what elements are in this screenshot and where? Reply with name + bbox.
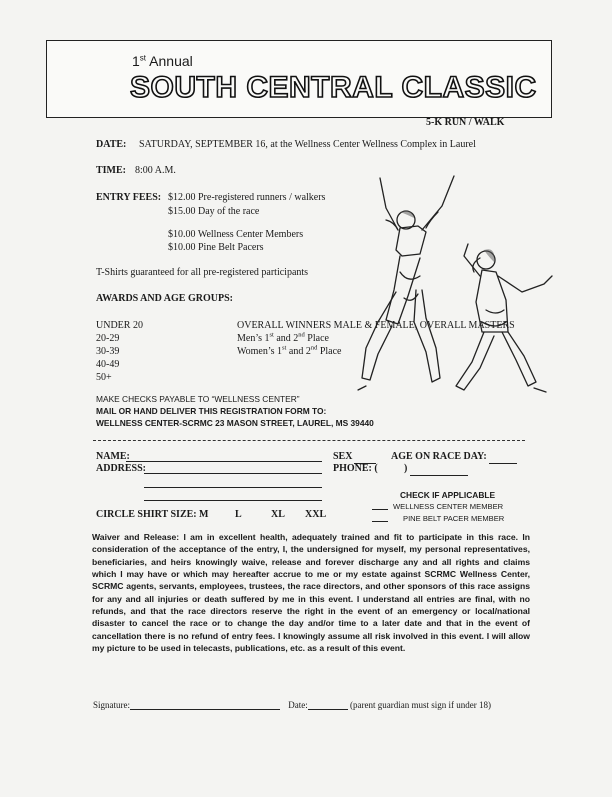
- signature-field[interactable]: [130, 709, 280, 710]
- overall-winners: OVERALL WINNERS MALE & FEMALE, OVERALL MASTERS: [237, 320, 515, 331]
- address-line: WELLNESS CENTER-SCRMC 23 MASON STREET, LAUREL, MS 39440: [96, 418, 374, 428]
- date-label: DATE:: [96, 139, 127, 150]
- size-option-xl[interactable]: XL: [271, 509, 285, 520]
- runners-illustration: [356, 172, 572, 524]
- age-group: UNDER 20: [96, 320, 143, 331]
- age-group: 30-39: [96, 346, 120, 357]
- fee-line: $10.00 Pine Belt Pacers: [168, 242, 264, 253]
- age-group: 40-49: [96, 359, 120, 370]
- shirt-size-label: CIRCLE SHIRT SIZE:: [96, 509, 197, 520]
- age-field[interactable]: [489, 463, 517, 464]
- check-item: WELLNESS CENTER MEMBER: [393, 502, 504, 511]
- event-title: SOUTH CENTRAL CLASSIC: [130, 71, 537, 104]
- address-field-line-3[interactable]: [144, 500, 322, 501]
- date-sign-label: Date:: [288, 700, 308, 710]
- waiver-text: Waiver and Release: I am in excellent health, adequately trained and fit to participate in this race. In consideration of the acceptance of the entry, I, the undersigned for myself, my personal representatives, beneficiaries, and heirs knowingly waive, release and forever discharge any and all rights and claims which I may have or which may hereafter accrue to me or my estate against SCRMC Wellness Center, SCRMC agents, servants, employees, trustees, the race directors, and other sponsors of this race assigns for any and all injuries or death suffered by me in this event. I understand all entries are final, with no refunds, and that the race directors reserve the right in the event of an emergency or local/national disaster to cancel the race or to change the day and/or time to a later date and that in the event of cancellation there is no refund of entry fees. I knowingly assume all risk involved in this event. I will allow my picture to be used in telecasts, publications, etc. as a result of this event.: [92, 532, 530, 654]
- awards-heading: AWARDS AND AGE GROUPS:: [96, 293, 233, 304]
- time-value: 8:00 A.M.: [135, 165, 176, 176]
- fee-line: $12.00 Pre-registered runners / walkers: [168, 192, 326, 203]
- date-sign-field[interactable]: [308, 709, 348, 710]
- signature-row: [93, 700, 491, 710]
- age-label: AGE ON RACE DAY:: [391, 451, 487, 462]
- fees-label: ENTRY FEES:: [96, 192, 162, 203]
- divider: [93, 440, 525, 441]
- fee-line: $15.00 Day of the race: [168, 206, 260, 217]
- address-field[interactable]: [144, 473, 322, 474]
- check-item: PINE BELT PACER MEMBER: [403, 514, 505, 523]
- date-value: SATURDAY, SEPTEMBER 16, at the Wellness Center Wellness Complex in Laurel: [139, 139, 476, 150]
- name-label: NAME:: [96, 451, 130, 462]
- size-option-m[interactable]: M: [199, 509, 209, 520]
- fee-line: $10.00 Wellness Center Members: [168, 229, 304, 240]
- check-heading: CHECK IF APPLICABLE: [400, 490, 496, 500]
- phone-field[interactable]: [410, 475, 468, 476]
- guardian-note: (parent guardian must sign if under 18): [350, 700, 491, 710]
- phone-paren: ): [404, 463, 408, 474]
- sex-label: SEX: [333, 451, 353, 462]
- men-places: Men’s 1st and 2nd Place: [237, 331, 329, 344]
- address-label: ADDRESS:: [96, 463, 147, 474]
- signature-label: Signature:: [93, 700, 130, 710]
- annual-label: 1st Annual: [132, 53, 193, 69]
- size-option-xxl[interactable]: XXL: [305, 509, 327, 520]
- size-option-l[interactable]: L: [235, 509, 242, 520]
- address-field-line-2[interactable]: [144, 487, 322, 488]
- wellness-member-checkbox[interactable]: [372, 509, 388, 510]
- time-label: TIME:: [96, 165, 126, 176]
- mail-line: MAIL OR HAND DELIVER THIS REGISTRATION FORM TO:: [96, 406, 327, 416]
- women-places: Women’s 1st and 2nd Place: [237, 344, 342, 357]
- name-field[interactable]: [126, 461, 322, 462]
- age-group: 20-29: [96, 333, 120, 344]
- phone-label: PHONE: (: [333, 463, 378, 474]
- pacer-member-checkbox[interactable]: [372, 521, 388, 522]
- tshirt-note: T-Shirts guaranteed for all pre-registered participants: [96, 267, 309, 278]
- age-group: 50+: [96, 372, 112, 383]
- event-subtitle: 5-K RUN / WALK: [426, 117, 505, 128]
- payable-line: MAKE CHECKS PAYABLE TO “WELLNESS CENTER”: [96, 394, 300, 404]
